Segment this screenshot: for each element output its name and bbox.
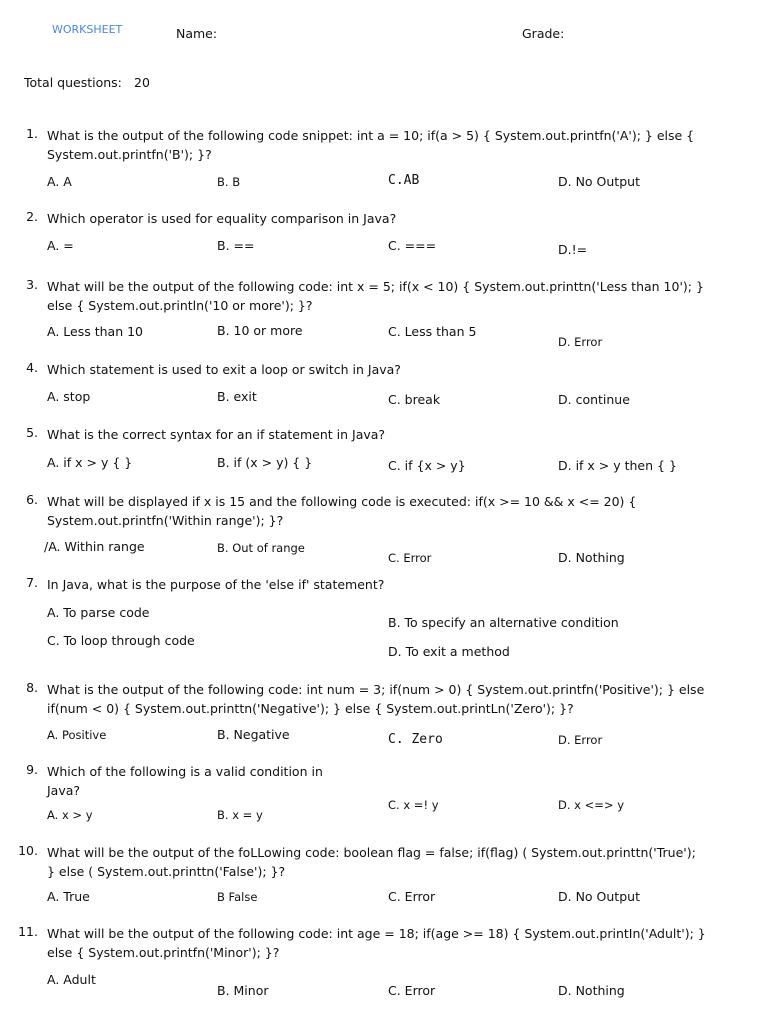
option-d: D. No Output xyxy=(558,889,640,904)
question-number: 10. xyxy=(18,843,38,858)
option-a: A. stop xyxy=(47,389,91,404)
option-a: /A. Within range xyxy=(44,539,145,554)
option-d: D. continue xyxy=(558,392,630,407)
option-c: C. break xyxy=(388,392,441,407)
question-text: Which of the following is a valid condition in Java? xyxy=(47,764,323,798)
option-b: B. 10 or more xyxy=(217,323,303,338)
question-number: 9. xyxy=(26,762,38,777)
question-text: What is the output of the following code: int num = 3; if(num > 0) { System.out.printfn('Positive'); } else if(num < 0) { System.out.printtn('Negative'); } else { System.out.printLn('Zero'); }? xyxy=(47,682,705,716)
question-text: What will be the output of the following code: int x = 5; if(x < 10) { System.out.printtn('Less than 10'); } else { System.out.println('10 or more'); }? xyxy=(47,279,704,313)
option-c: C. Error xyxy=(388,983,436,998)
option-b: B. B xyxy=(217,175,241,189)
option-b: B. exit xyxy=(217,389,257,404)
option-c: C. x =! y xyxy=(388,798,439,812)
option-a: A. To parse code xyxy=(47,605,150,620)
question-number: 2. xyxy=(26,209,38,224)
option-b: B. x = y xyxy=(217,808,263,822)
option-c: C.AB xyxy=(388,173,420,188)
question-number: 3. xyxy=(26,277,38,292)
option-a: A. True xyxy=(47,889,90,904)
option-b: B. if (x > y) { } xyxy=(217,455,313,470)
option-a: A. if x > y { } xyxy=(47,455,133,470)
question-text: What is the correct syntax for an if statement in Java? xyxy=(47,427,386,442)
question-text: Which statement is used to exit a loop or switch in Java? xyxy=(47,362,401,377)
question-number: 8. xyxy=(26,680,38,695)
option-b: B. Minor xyxy=(217,983,269,998)
question-text: What will be the output of the foLLowing code: boolean flag = false; if(flag) ( System.out.printtn('True'); } else ( System.out.printtn('False'); }? xyxy=(47,845,696,879)
option-a: A. Adult xyxy=(47,972,96,987)
option-c: C. Zero xyxy=(388,732,443,747)
option-d: D.!= xyxy=(558,242,588,257)
total-questions-label: Total questions: xyxy=(24,75,122,90)
option-d: D. x <=> y xyxy=(558,798,624,812)
question-text: Which operator is used for equality comparison in Java? xyxy=(47,211,397,226)
option-b: B. Out of range xyxy=(217,541,305,555)
question-number: 6. xyxy=(26,492,38,507)
option-d: D. To exit a method xyxy=(388,644,510,659)
question-text: What is the output of the following code snippet: int a = 10; if(a > 5) { System.out.printfn('A'); } else { System.out.printfn('B'); }? xyxy=(47,128,695,162)
option-c: C. if {x > y} xyxy=(388,458,466,473)
option-d: D. Nothing xyxy=(558,550,625,565)
option-a: A. A xyxy=(47,174,72,189)
option-c: C. Error xyxy=(388,551,432,565)
question-text: In Java, what is the purpose of the 'else if' statement? xyxy=(47,577,385,592)
option-d: D. Nothing xyxy=(558,983,625,998)
total-questions-value: 20 xyxy=(134,75,150,90)
option-c: C. === xyxy=(388,238,437,253)
question-number: 4. xyxy=(26,360,38,375)
question-number: 7. xyxy=(26,575,38,590)
option-c: C. Less than 5 xyxy=(388,324,477,339)
option-b: B. To specify an alternative condition xyxy=(388,615,619,630)
option-a: A. Positive xyxy=(47,728,107,742)
option-b: B. == xyxy=(217,238,255,253)
question-text: What will be the output of the following code: int age = 18; if(age >= 18) { System.out.printIn('Adult'); } else { System.out.printfn('Minor'); }? xyxy=(47,926,706,960)
option-c: C. Error xyxy=(388,889,436,904)
question-number: 5. xyxy=(26,425,38,440)
name-label: Name: xyxy=(176,26,218,41)
worksheet-label: WORKSHEET xyxy=(52,23,123,36)
option-d: D. No Output xyxy=(558,174,640,189)
option-a: A. x > y xyxy=(47,808,93,822)
option-a: A. = xyxy=(47,238,74,253)
question-number: 1. xyxy=(26,126,38,141)
grade-label: Grade: xyxy=(522,26,565,41)
option-d: D. Error xyxy=(558,733,603,747)
option-c: C. To loop through code xyxy=(47,633,195,648)
option-b: B False xyxy=(217,890,258,904)
question-number: 11. xyxy=(18,924,38,939)
option-b: B. Negative xyxy=(217,727,290,742)
option-d: D. if x > y then { } xyxy=(558,458,677,473)
option-d: D. Error xyxy=(558,335,603,349)
option-a: A. Less than 10 xyxy=(47,324,143,339)
question-text: What will be displayed if x is 15 and the following code is executed: if(x >= 10 && x <= 20) { System.out.printfn('Within range'); }? xyxy=(47,494,637,528)
